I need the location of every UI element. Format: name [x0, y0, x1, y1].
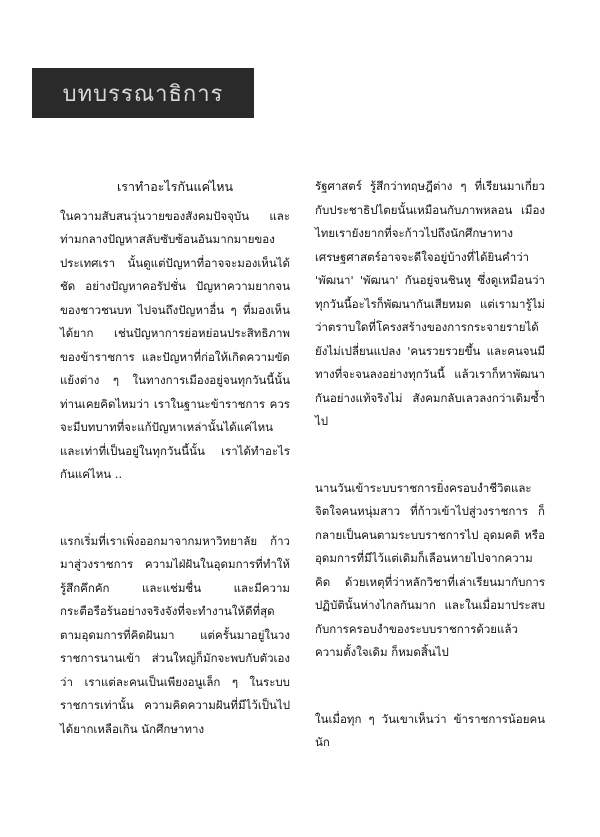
paragraph: ในความสับสนวุ่นวายของสังคมปัจจุบัน และท่ามกลางปัญหาสลับซับซ้อนอันมากมายของประเทศเรา นั้นดูแต่ปัญหาที่อาจจะมองเห็นได้ชัด อย่างปัญหาคอรัปชั่น ปัญหาความยากจนของชาวชนบท ไปจนถึงปัญหาอื่น ๆ ที่มองเห็นได้ยาก เช่นปัญหาการย่อหย่อนประสิทธิภาพของข้าราชการ และปัญหาที่ก่อให้เกิดความขัดแย้งต่าง ๆ ในทางการเมืองอยู่จนทุกวันนี้นั้น ท่านเคยคิดไหมว่า เราในฐานะข้าราชการ ควรจะมีบทบาทที่จะแก้ปัญหาเหล่านั้นได้แค่ไหน และเท่าที่เป็นอยู่ในทุกวันนี้นั้น เราได้ทำอะไรกันแค่ไหน .. — [60, 208, 290, 481]
paragraph: แรกเริ่มที่เราเพิ่งออกมาจากมหาวิทยาลัย ก้าวมาสู่วงราชการ ความไฝ่ฝันในอุดมการที่ทำให้รู้สึกคึกคัก และแช่มชื่น และมีความกระตือรือร้นอย่างจริงจังที่จะทำงานให้ดีที่สุด ตามอุดมการที่คิดฝันมา แต่ครั้นมาอยู่ในวงราชการนานเข้า ส่วนใหญ่ก็มักจะพบกับตัวเองว่า เราแต่ละคนเป็นเพียงอนูเล็ก ๆ ในระบบราชการเท่านั้น ความคิดความฝันที่มีไว้เป็นไปได้ยากเหลือเกิน นักศึกษาทาง — [60, 533, 290, 736]
paragraph: รัฐศาสตร์ รู้สึกว่าทฤษฎีต่าง ๆ ที่เรียนมาเกี่ยวกับประชาธิปไตยนั้นเหมือนกับภาพหลอน เมืองไทยเรายังยากที่จะก้าวไปถึงนักศึกษาทางเศรษฐศาสตร์อาจจะดีใจอยู่บ้างที่ได้ยินคำว่า 'พัฒนา' 'พัฒนา' กันอยู่จนชินหู ซึ่งดูเหมือนว่าทุกวันนี้อะไรก็พัฒนากันเสียหมด แต่เรามารู้ไม่ว่าตราบใดที่โครงสร้างของการกระจายรายได้ยังไม่เปลี่ยนแปลง 'คนรวยรวยขึ้น และคนจนมีทางที่จะจนลงอย่างทุกวันนี้ แล้วเราก็หาพัฒนากันอย่างแท้จริงไม่ สังคมกลับเลวลงกว่าเดิมซ้ำไป — [315, 179, 545, 428]
masthead-title: บทบรรณาธิการ — [62, 81, 224, 107]
right-column — [315, 175, 545, 778]
masthead-banner — [32, 68, 254, 118]
paragraph: นานวันเข้าระบบราชการยิ่งครอบงำชีวิตและจิตใจคนหนุ่มสาว ที่ก้าวเข้าไปสู่วงราชการ ก็กลายเป็นคนตามระบบราชการไป อุดมคติ หรืออุดมการที่มีไว้แต่เดิมก็เลือนหายไปจากความคิด ด้วยเหตุที่ว่าหลักวิชาที่เล่าเรียนมากับการปฏิบัตินั้นห่างไกลกันมาก และในเมื่อมาประสบกับการครอบงำของระบบราชการด้วยแล้วความตั้งใจเดิม ก็หมดสิ้นไป — [315, 480, 545, 659]
article-title: เราทำอะไรกันแค่ไหน — [116, 179, 234, 194]
paragraph: ในเมื่อทุก ๆ วันเขาเห็นว่า ข้าราชการน้อยคนนัก — [315, 711, 545, 749]
left-column — [60, 175, 290, 764]
